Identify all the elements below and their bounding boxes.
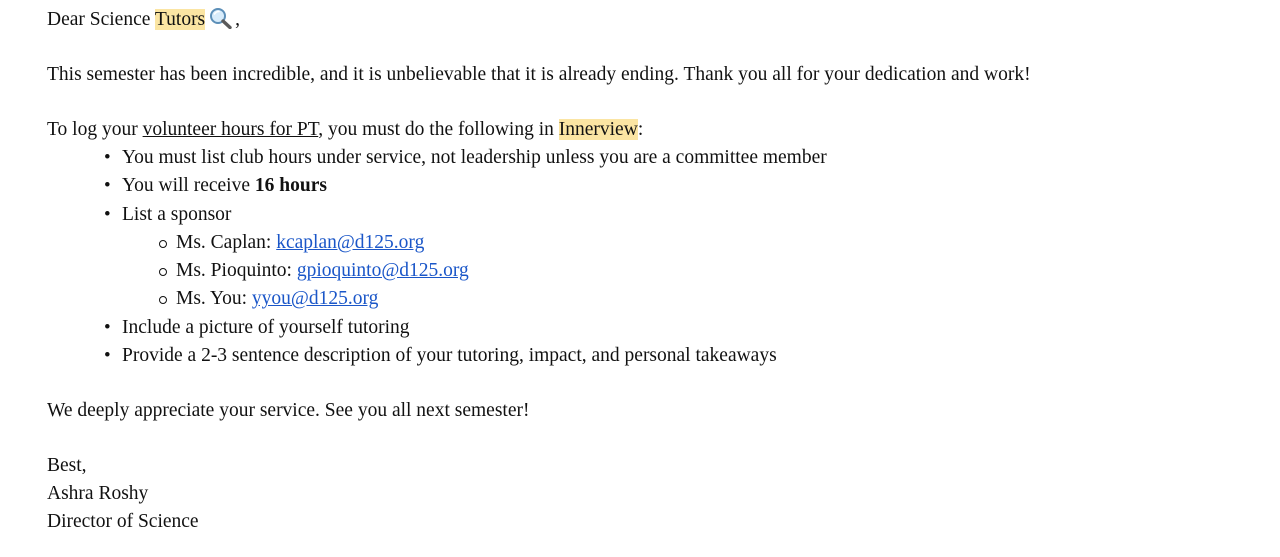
intro-paragraph: This semester has been incredible, and it is unbelievable that it is already ending. Thank you all for your dedication and work! (47, 64, 1031, 85)
sponsor-email-link[interactable]: yyou@d125.org (251, 288, 379, 310)
volunteer-hours-text: volunteer hours for PT (142, 119, 319, 140)
list-item (47, 314, 1247, 342)
sponsor-label: Ms. You: (176, 288, 252, 310)
sponsor-label: Ms. Caplan: (176, 231, 277, 253)
circle-bullet-icon (159, 268, 167, 276)
innerview-highlight: Innerview (558, 119, 638, 140)
magnifying-glass-icon (209, 7, 235, 29)
instructions-suffix: : (637, 119, 644, 140)
list-item (47, 172, 1247, 200)
hours-bold-text: 16 hours (254, 175, 327, 197)
instructions-list (47, 144, 1247, 370)
greeting-line (47, 6, 1247, 34)
greeting-highlight: Tutors (154, 9, 206, 30)
sponsor-item (122, 257, 1247, 285)
list-item (47, 144, 1247, 172)
list-item (47, 342, 1247, 370)
greeting-suffix: , (235, 9, 241, 30)
sponsor-item (122, 229, 1247, 257)
bullet-icon: • (104, 316, 111, 338)
list-item-text: Include a picture of yourself tutoring (122, 316, 410, 338)
email-body (47, 6, 1247, 536)
instructions-prefix: To log your (47, 119, 143, 140)
list-item (47, 201, 1247, 314)
circle-bullet-icon (159, 296, 167, 304)
sponsor-item (122, 285, 1247, 313)
list-item-text: List a sponsor (122, 203, 232, 225)
list-item-text: You must list club hours under service, not leadership unless you are a committee member (122, 147, 827, 168)
signoff: Best, (47, 455, 87, 477)
bullet-icon: • (104, 203, 111, 225)
greeting-prefix: Dear Science (47, 9, 155, 30)
sponsor-list (122, 229, 1247, 314)
bullet-icon: • (104, 345, 111, 367)
instructions-line (47, 116, 1247, 144)
sponsor-label: Ms. Pioquinto: (176, 260, 297, 282)
bullet-icon: • (104, 175, 111, 197)
sender-title: Director of Science (47, 511, 199, 533)
sponsor-email-link[interactable]: gpioquinto@d125.org (296, 260, 469, 282)
instructions-middle: , you must do the following in (318, 119, 559, 140)
bullet-icon: • (104, 147, 111, 168)
sender-name: Ashra Roshy (47, 483, 149, 505)
closing-paragraph: We deeply appreciate your service. See you all next semester! (47, 400, 530, 422)
list-item-text: You will receive (122, 175, 255, 197)
circle-bullet-icon (159, 240, 167, 248)
list-item-text: Provide a 2-3 sentence description of your tutoring, impact, and personal takeaways (122, 345, 777, 367)
sponsor-email-link[interactable]: kcaplan@d125.org (276, 231, 425, 253)
